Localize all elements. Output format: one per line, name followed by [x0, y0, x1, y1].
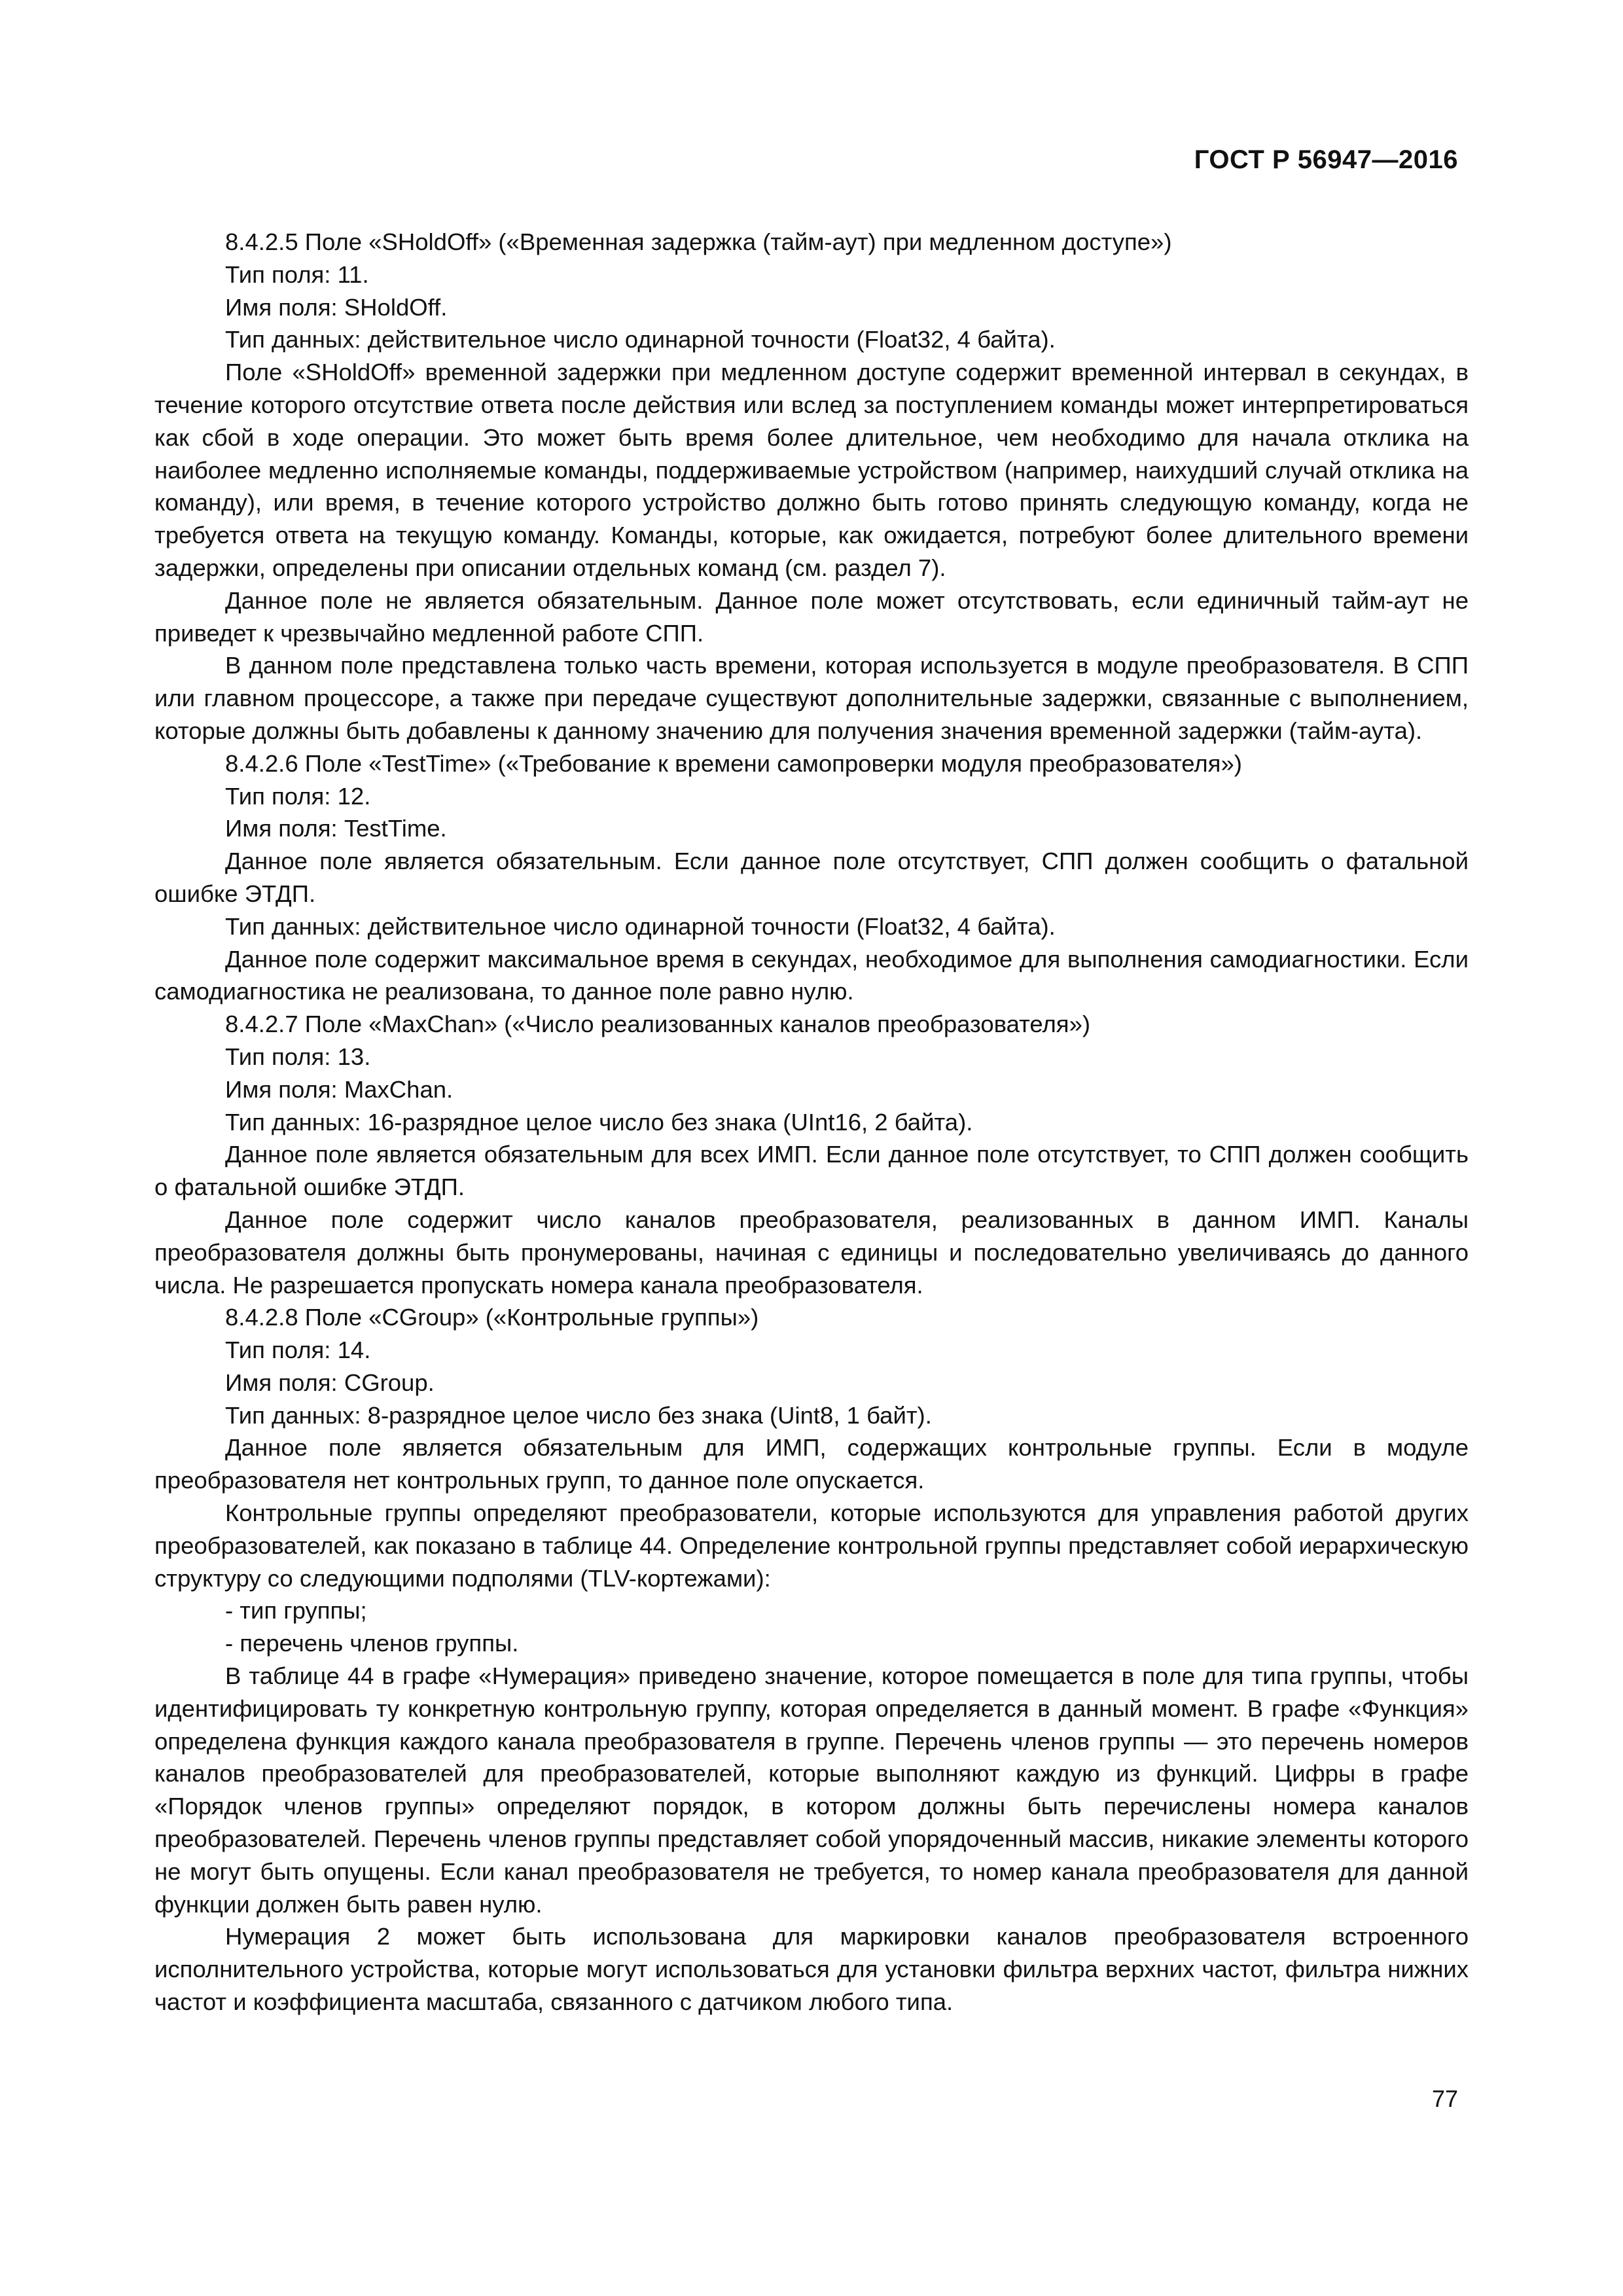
paragraph: Данное поле не является обязательным. Данное поле может отсутствовать, если единичный тайм-аут не приведет к чрезвычайно медленной работе СПП. [154, 586, 1469, 647]
paragraph: Тип данных: действительное число одинарной точности (Float32, 4 байта). [225, 912, 1056, 940]
paragraph: Данное поле является обязательным для всех ИМП. Если данное поле отсутствует, то СПП должен сообщить о фатальной ошибке ЭТДП. [154, 1141, 1469, 1201]
paragraph: Данное поле содержит число каналов преобразователя, реализованных в данном ИМП. Каналы преобразователя должны быть пронумерованы, начиная с единицы и последовательно увеличиваясь до данного числа. Не разрешается пропускать номера канала преобразователя. [154, 1206, 1469, 1299]
paragraph: Контрольные группы определяют преобразователи, которые используются для управления работой других преобразователей, как показано в таблице 44. Определение контрольной группы представляет собой иерархическую структуру со следующими подполями (TLV-кортежами): [154, 1499, 1469, 1592]
document-body [154, 226, 1469, 2018]
paragraph: Данное поле содержит максимальное время в секундах, необходимое для выполнения самодиагностики. Если самодиагностика не реализована, то данное поле равно нулю. [154, 945, 1469, 1005]
document-header: ГОСТ Р 56947—2016 [1194, 145, 1458, 174]
paragraph: Тип данных: 16-разрядное целое число без знака (UInt16, 2 байта). [225, 1108, 973, 1136]
list-item: - перечень членов группы. [225, 1630, 519, 1657]
paragraph: 8.4.2.8 Поле «CGroup» («Контрольные группы») [225, 1304, 759, 1331]
paragraph: Тип поля: 12. [225, 782, 371, 810]
paragraph: Поле «SHoldOff» временной задержки при медленном доступе содержит временной интервал в секундах, в течение которого отсутствие ответа после действия или вслед за поступлением команды может интерпретироваться как сбой в ходе операции. Это может быть время более длительное, чем необходимо для начала отклика на наиболее медленно исполняемые команды, поддерживаемые устройством (например, наихудший случай отклика на команду), или время, в течение которого устройство должно быть готово принять следующую команду, когда не требуется ответа на текущую команду. Команды, которые, как ожидается, потребуют более длительного времени задержки, определены при описании отдельных команд (см. раздел 7). [154, 359, 1469, 581]
paragraph: Имя поля: CGroup. [225, 1369, 435, 1396]
paragraph: Тип поля: 14. [225, 1336, 371, 1364]
paragraph: В данном поле представлена только часть времени, которая используется в модуле преобразователя. В СПП или главном процессоре, а также при передаче существуют дополнительные задержки, связанные с выполнением, которые должны быть добавлены к данному значению для получения значения временной задержки (тайм-аута). [154, 652, 1469, 744]
paragraph: Тип поля: 13. [225, 1043, 371, 1070]
paragraph: Имя поля: SHoldOff. [225, 293, 448, 321]
paragraph: 8.4.2.7 Поле «MaxChan» («Число реализованных каналов преобразователя») [225, 1011, 1091, 1038]
paragraph: 8.4.2.6 Поле «TestTime» («Требование к времени самопроверки модуля преобразователя») [225, 749, 1242, 777]
paragraph: Тип данных: действительное число одинарной точности (Float32, 4 байта). [225, 326, 1056, 353]
paragraph: 8.4.2.5 Поле «SHoldOff» («Временная задержка (тайм-аут) при медленном доступе») [225, 228, 1172, 255]
paragraph: Нумерация 2 может быть использована для маркировки каналов преобразователя встроенного исполнительного устройства, которые могут использоваться для установки фильтра верхних частот, фильтра нижних частот и коэффициента масштаба, связанного с датчиком любого типа. [154, 1923, 1469, 2016]
paragraph: Тип данных: 8-разрядное целое число без знака (Uint8, 1 байт). [225, 1401, 932, 1429]
paragraph: Имя поля: MaxChan. [225, 1075, 454, 1103]
paragraph: Тип поля: 11. [225, 260, 369, 288]
list-item: - тип группы; [225, 1597, 367, 1624]
paragraph: Данное поле является обязательным. Если данное поле отсутствует, СПП должен сообщить о фатальной ошибке ЭТДП. [154, 848, 1469, 907]
paragraph: В таблице 44 в графе «Нумерация» приведено значение, которое помещается в поле для типа группы, чтобы идентифицировать ту конкретную контрольную группу, которая определяется в данный момент. В графе «Функция» определена функция каждого канала преобразователя в группе. Перечень членов группы — это перечень номеров каналов преобразователей для преобразователей, которые выполняют каждую из функций. Цифры в графе «Порядок членов группы» определяют порядок, в котором должны быть перечислены номера каналов преобразователей. Перечень членов группы представляет собой упорядоченный массив, никакие элементы которого не могут быть опущены. Если канал преобразователя не требуется, то номер канала преобразователя для данной функции должен быть равен нулю. [154, 1662, 1469, 1918]
paragraph: Имя поля: TestTime. [225, 815, 447, 842]
paragraph: Данное поле является обязательным для ИМП, содержащих контрольные группы. Если в модуле преобразователя нет контрольных групп, то данное поле опускается. [154, 1434, 1469, 1494]
page-number: 77 [1431, 2085, 1458, 2112]
